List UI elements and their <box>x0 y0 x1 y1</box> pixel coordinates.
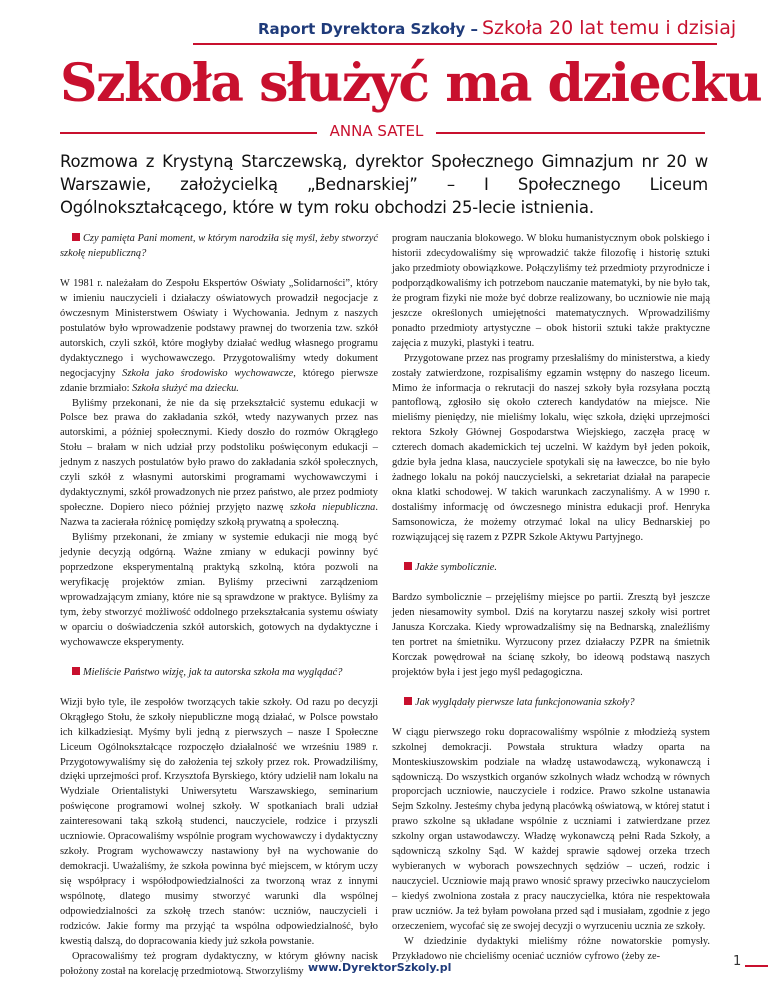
question-marker-icon <box>72 233 80 241</box>
author-name: ANNA SATEL <box>329 122 424 140</box>
answer-paragraph: Byliśmy przekonani, że nie da się przekształcić systemu edukacji w Polsce bez prawa do zakładania szkół, wtedy nazywanych przez nas autorskimi, a później społecznymi. Kiedy doszło do rozmów Okrągłego Stołu – brałam w nich udział przy podstoliku poświęconym edukacji – jednym z naszych postulatów było prawo do zakładania szkół społecznych, czyli szkół z własnymi autorskimi programami wychowawczymi i dydaktycznymi, szkół prowadzonych nie przez państwo, ale przez podmioty społeczne. Dopiero nieco później przyjęto nazwę szkoła niepubliczna. Nazwa ta zacierała różnicę pomiędzy szkołą prywatną a społeczną. <box>60 397 378 529</box>
column-right <box>392 232 710 965</box>
question-marker-icon <box>404 562 412 570</box>
interview-question: Jakże symbolicznie. <box>392 561 710 576</box>
answer-paragraph: W dziedzinie dydaktyki mieliśmy różne nowatorskie pomysły. Przykładowo nie chcieliśmy oceniać uczniów cyfrowo (żeby ze- <box>392 935 710 962</box>
header-rule <box>193 43 717 45</box>
kicker-report-label: Raport Dyrektora Szkoły – <box>258 20 478 38</box>
answer-paragraph: program nauczania blokowego. W bloku humanistycznym obok polskiego i historii zdecydowaliśmy się wprowadzić także filozofię i historię sztuki jako przedmioty obowiązkowe. Połączyliśmy też przedmioty przyrodnicze i podporządkowaliśmy ich potrzebom nauczanie matematyki, by nie było tak, że program fizyki nie może być dobrze realizowany, bo uczniowie nie mają jeszcze określonych umiejętności matematycznych. Wprowadziliśmy ponadto przedmioty artystyczne – obok historii sztuki także praktyczne zajęcia z muzyki, plastyki i teatru. <box>392 233 710 349</box>
answer-paragraph: Przygotowane przez nas programy przesłaliśmy do ministerstwa, a kiedy zostały zatwierdzone, rozpisaliśmy egzamin wstępny do naszego liceum. Mimo że informacja o rekrutacji do naszej szkoły była rozsyłana pocztą pantoflową, zgłosiło się około czterech kandydatów na miejsce. Nie mieliśmy pieniędzy, nie mieliśmy lokalu, więc szkoła, dzięki uprzejmości rektora Szkoły Głównej Gospodarstwa Wiejskiego, zaczęła pracę w czterech domach akademickich tej uczelni. W każdym był jeden pokoik, gdzie była jedna klasa, nauczyciele spotykali się na ławeczce, bo nie było żadnego lokalu na pokój nauczycielski, a sekretariat działał na parapecie okna klatki schodowej. W takich warunkach zaczynaliśmy. A w 1990 r. dostaliśmy informację od ówczesnego ministra edukacji prof. Henryka Samsonowicza, że możemy otrzymać lokal na ulicy Bednarskiej po rozwiązującej się razem z PZPR Szkole Aktywu Partyjnego. <box>392 352 710 544</box>
byline-rule-left <box>60 132 317 134</box>
answer-paragraph: W ciągu pierwszego roku dopracowaliśmy wspólnie z młodzieżą system szkolnej demokracji. Powstała struktura władzy oparta na Monteskiuszowskim podziale na władzę ustawodawczą, wykonawczą i sądowniczą. Do wszystkich organów szkolnych władz wchodzą w równych proporcjach uczniowie, nauczyciele i rodzice. Prawo szkolne ustanawia Sejm Szkolny. Jesteśmy chyba jedyną placówką oświatową, w której statut i prawo szkolne są układane wspólnie z uczniami i zatwierdzane przez szkolny organ ustawodawczy. Władzę wykonawczą pełni Rada Szkoły, a sądowniczą szkolny Sąd. W każdej sprawie sądowej orzeka trzech wybieranych w wyborach powszechnych sędziów – uczeń, rodzic i nauczyciel. Uczniowie mają prawo wnosić sprawy przeciwko nauczycielom – kiedyś zwolniona została z pracy nauczycielka, która nie respektowała praw uczniów. Ja też byłam powołana przed sąd i musiałam, zgodnie z jego orzeczeniem, wycofać się ze swojej decyzji o wyrzuceniu ucznia ze szkoły. <box>392 726 710 933</box>
section-kicker <box>258 17 736 39</box>
answer-paragraph: Opracowaliśmy też program dydaktyczny, w którym główny nacisk położony został na korelację przedmiotową. Stworzyliśmy <box>60 950 378 977</box>
page-number: 1 <box>733 954 742 969</box>
question-marker-icon <box>404 697 412 705</box>
interview-question: Mieliście Państwo wizję, jak ta autorska szkoła ma wyglądać? <box>60 666 378 681</box>
byline-rule-right <box>436 132 705 134</box>
question-marker-icon <box>72 667 80 675</box>
kicker-series-label: Szkoła 20 lat temu i dzisiaj <box>481 17 737 39</box>
footer-website-link[interactable]: www.DyrektorSzkoly.pl <box>308 961 452 974</box>
interview-question: Czy pamięta Pani moment, w którym narodziła się myśl, żeby stworzyć szkołę niepubliczną? <box>60 233 378 259</box>
article-title: Szkoła służyć ma dziecku <box>60 53 762 114</box>
answer-paragraph: Wizji było tyle, ile zespołów tworzących takie szkoły. Od razu po decyzji Okrągłego Stołu, że szkoły niepubliczne mogą działać, w Polsce powstało ich kilkadziesiąt. Myśmy byli jedną z pierwszych – nasze I Społeczne Liceum Ogólnokształcące rozpoczęło działalność we wrześniu 1989 r. Przygotowywaliśmy się do założenia tej szkoły przez rok. Prowadziliśmy, dzięki uprzejmości prof. Krzysztofa Byrskiego, który udzielił nam lokalu na Wydziale Orientalistyki Uniwersytetu Warszawskiego, seminarium poświęcone programowi wolnej szkoły. W spotkaniach brali udział zainteresowani taką szkołą studenci, nauczyciele, rodzice i przyszli uczniowie. Opracowaliśmy wspólnie program wychowawczy i dydaktyczny szkoły. Program wychowawczy nastawiony był na wychowanie do demokracji. Uważaliśmy, że szkoła powinna być miejscem, w którym uczy się współpracy i współodpowiedzialności za tworzoną wraz z innymi wspólnotę, dlatego musimy stworzyć warunki dla wspólnej odpowiedzialności za szkołę trzech stanów: uczniów, nauczycieli i rodziców. Jakie formy ma przyjąć ta wspólna odpowiedzialność, było kwestią dalszą, do dopracowania kiedy już szkoła powstanie. <box>60 696 378 947</box>
column-left <box>60 232 378 980</box>
answer-paragraph: Bardzo symbolicznie – przejęliśmy miejsce po partii. Zresztą był jeszcze jeden niesamowity symbol. Dziś na korytarzu naszej szkoły wisi portret Janusza Korczaka. Kiedy wprowadzaliśmy się na Bednarską, znaleźliśmy ten portret na śmietniku. Wyrzucony przez działaczy PZPR na śmietnik Korczak powędrował na ścianę szkoły, bo ideową podstawą naszych projektów była i jest jego myśl pedagogiczna. <box>392 591 710 678</box>
byline <box>0 122 768 142</box>
answer-paragraph: Byliśmy przekonani, że zmiany w systemie edukacji nie mogą być jedynie decyzją odgórną. Ważne zmiany w edukacji powinny być poprzedzone eksperymentalną praktyką szkolną, która pozwoli na weryfikację projektów zmian. Byliśmy przeciwni zarządzeniom wprowadzającym zmiany, które nie są sprawdzone w praktyce. Byliśmy za tym, żeby stworzyć możliwość oddolnego przekształcania systemu oświaty w oparciu o doświadczenia szkół autorskich, gotowych na dydaktyczne i wychowawcze eksperymenty. <box>60 532 378 648</box>
page-number-rule <box>745 965 768 967</box>
answer-paragraph: W 1981 r. należałam do Zespołu Ekspertów Oświaty „Solidarności”, który w imieniu nauczycieli i działaczy oświatowych prowadził negocjacje z ówczesnym Ministerstwem Oświaty i Wychowania. Jednym z naszych postulatów było wprowadzenie podstawy prawnej do tworzenia tzw. szkół autorskich, czyli szkół, które mogłyby działać według własnego programu dydaktycznego i wychowawczego. Przygotowaliśmy wtedy dokument negocjacyjny Szkoła jako środowisko wychowawcze, którego pierwsze zdanie brzmiało: Szkoła służyć ma dziecku. <box>60 277 378 394</box>
article-lead: Rozmowa z Krystyną Starczewską, dyrektor Społecznego Gimnazjum nr 20 w Warszawie, założycielką „Bednarskiej” – I Społecznego Liceum Ogólnokształcącego, które w tym roku obchodzi 25-lecie istnienia. <box>60 152 708 217</box>
interview-question: Jak wyglądały pierwsze lata funkcjonowania szkoły? <box>392 696 710 711</box>
